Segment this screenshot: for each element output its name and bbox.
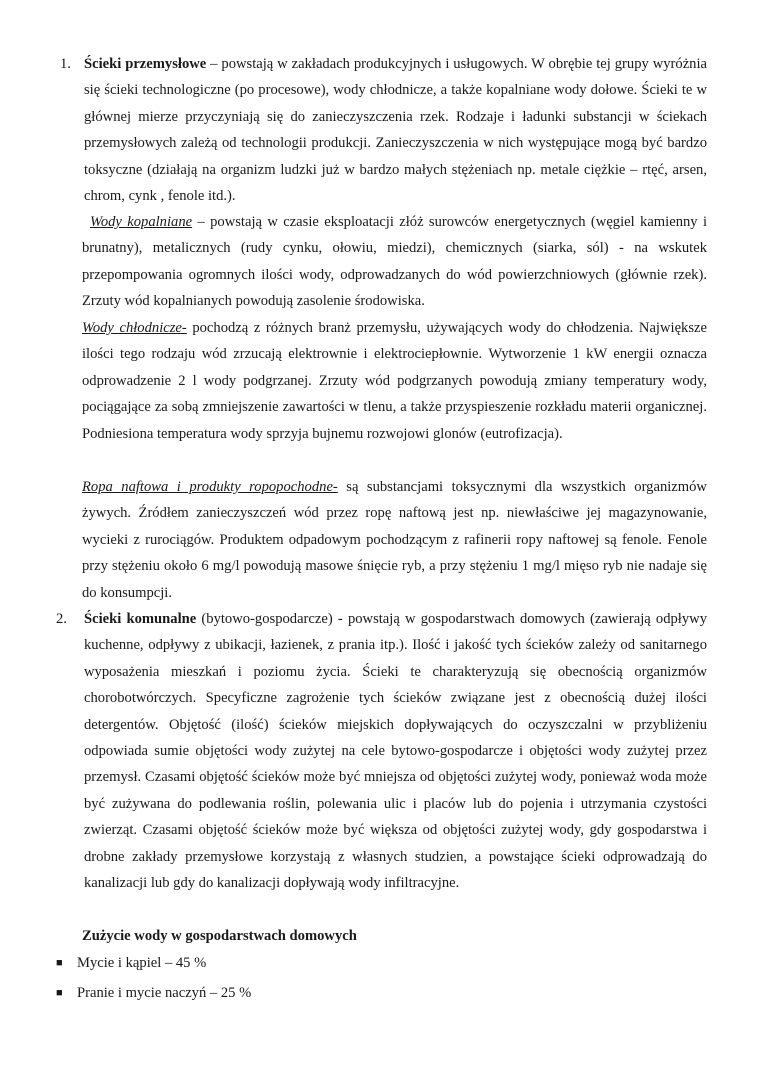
square-bullet-icon: ■ [56,987,63,999]
section-heading: Zużycie wody w gospodarstwach domowych [82,928,357,944]
list-item-text: Mycie i kąpiel – 45 % [77,955,207,971]
paragraph-industrial-wastewater [84,51,707,209]
term-industrial-wastewater: Ścieki przemysłowe [84,56,207,72]
list-item-text: Pranie i mycie naczyń – 25 % [77,985,252,1001]
list-item [56,980,251,1006]
paragraph-text: (bytowo-gospodarcze) - powstają w gospodarstwach domowych (zawierają odpływy kuchenne, odpływy z ubikacji, łazienek, z prania itp.). Ilość i jakość tych ścieków zależy od sanitarnego wyposażenia mieszkań i poziomu życia. Ścieki te charakteryzują się obecnością organizmów chorobotwórczych. Specyficzne zagrożenie tych ścieków związane jest z obecnością dużej ilości detergentów. Objętość (ilość) ścieków miejskich dopływających do oczyszczalni w przybliżeniu odpowiada sumie objętości wody zużytej na cele bytowo-gospodarcze i objętości wody zużytej przez przemysł. Czasami objętość ścieków może być mniejsza od objętości zużytej wody, ponieważ woda może być zużywana do podlewania roślin, polewania ulic i placów lub do pojenia i utrzymania czystości zwierząt. Czasami objętość ścieków może być większa od objętości zużytej wody, gdy gospodarstwa i drobne zakłady przemysłowe korzystają z własnych studzien, a powstające ścieki odprowadzają do kanalizacji lub gdy do kanalizacji dopływają wody infiltracyjne. [84,611,707,892]
paragraph-text: – powstają w czasie eksploatacji złóż surowców energetycznych (węgiel kamienny i brunatny), metalicznych (rudy cynku, ołowiu, miedzi), chemicznych (siarka, sól) - na wskutek przepompowania ogromnych ilości wody, odprowadzanych do wód powierzchniowych (głównie rzek). Zrzuty wód kopalnianych powodują zasolenie środowiska. [82,214,707,310]
paragraph-cooling-water [82,315,707,447]
paragraph-text: są substancjami toksycznymi dla wszystkich organizmów żywych. Źródłem zanieczyszczeń wód przez ropę naftową jest np. niewłaściwe jej magazynowanie, wycieki z rurociągów. Produktem odpadowym pochodzącym z rafinerii ropy naftowej są fenole. Fenole przy stężeniu około 6 mg/l powodują masowe śnięcie ryb, a przy stężeniu 1 mg/l mięso ryb nie nadaje się do konsumpcji. [82,479,707,601]
paragraph-text: – powstają w zakładach produkcyjnych i usługowych. W obrębie tej grupy wyróżnia się ścieki technologiczne (po procesowe), wody chłodnicze, a także kopalniane wody dołowe. Ścieki te w głównej mierze przyczyniają się do zanieczyszczenia rzek. Rodzaje i ładunki substancji w ściekach przemysłowych zależą od technologii produkcji. Zanieczyszczenia w nich występujące mogą być bardzo toksyczne (działają na organizm ludzki już w bardzo małych stężeniach np. metale ciężkie – rtęć, arsen, chrom, cynk , fenole itd.). [84,56,707,205]
list-item [56,950,206,976]
paragraph-mine-water [82,209,707,315]
list-number: 2. [56,611,67,627]
list-number: 1. [60,56,71,72]
paragraph-text: pochodzą z różnych branż przemysłu, używających wody do chłodzenia. Największe ilości tego rodzaju wód zrzucają elektrownie i elektrociepłownie. Wytworzenie 1 kW energii oznacza odprowadzenie 2 l wody podgrzanej. Zrzuty wód podgrzanych powodują zmiany temperatury wody, pociągające za sobą zmniejszenie zawartości w tlenu, a także przyspieszenie rozkładu materii organicznej. Podniesiona temperatura wody sprzyja bujnemu rozwojowi glonów (eutrofizacja). [82,320,707,442]
square-bullet-icon: ■ [56,957,63,969]
paragraph-municipal-wastewater [84,606,707,896]
term-cooling-water: Wody chłodnicze- [82,320,187,336]
paragraph-crude-oil [82,474,707,606]
term-municipal-wastewater: Ścieki komunalne [84,611,197,627]
term-crude-oil: Ropa naftowa i produkty ropopochodne- [82,479,338,495]
term-mine-water: Wody kopalniane [90,214,193,230]
